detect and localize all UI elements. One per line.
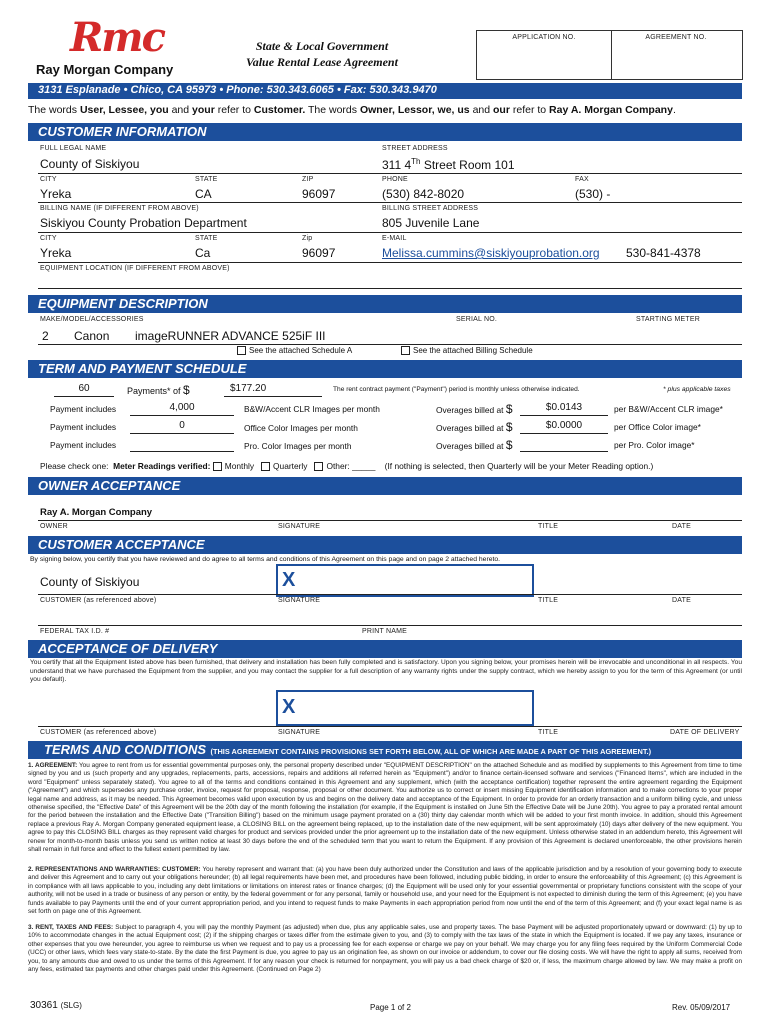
- terms-heading: TERMS AND CONDITIONS: [44, 742, 207, 757]
- federal-tax-label: FEDERAL TAX I.D. #: [40, 628, 110, 635]
- phone[interactable]: (530) 842-8020: [382, 187, 465, 201]
- customer-signature-label: SIGNATURE: [278, 597, 321, 604]
- pro-per: per Pro. Color image*: [614, 440, 695, 450]
- bw-overage[interactable]: $0.0143: [545, 402, 583, 413]
- equipment-qty[interactable]: 2: [42, 329, 49, 343]
- meter-options: Please check one: Meter Readings verified: Monthly Quarterly Other: _____ (If nothing is selected, then Quarterly will be your Meter Reading option.): [40, 461, 654, 471]
- bw-overage-label: Overages billed at $: [436, 402, 513, 416]
- delivery-customer-label: CUSTOMER (as referenced above): [40, 729, 157, 736]
- address-text: 3131 Esplanade • Chico, CA 95973 • Phone: 530.343.6065 • Fax: 530.343.9470: [38, 84, 437, 96]
- document-title: [232, 38, 412, 70]
- customer-date-label: DATE: [672, 597, 691, 604]
- payment-includes-2: Payment includes: [50, 422, 117, 432]
- fax[interactable]: (530) -: [575, 187, 611, 201]
- email[interactable]: Melissa.cummins@siskiyouprobation.org: [382, 246, 600, 260]
- office-overage-label: Overages billed at $: [436, 420, 513, 434]
- monthly-checkbox[interactable]: Monthly: [213, 461, 254, 471]
- delivery-title-label: TITLE: [538, 729, 559, 736]
- bw-images[interactable]: 4,000: [169, 402, 195, 413]
- equipment-location-label: EQUIPMENT LOCATION (IF DIFFERENT FROM ABOVE): [40, 265, 230, 272]
- customer-acceptance-heading: CUSTOMER ACCEPTANCE: [38, 537, 205, 552]
- full-legal-name-label: FULL LEGAL NAME: [40, 145, 107, 152]
- equipment-heading: EQUIPMENT DESCRIPTION: [38, 296, 208, 311]
- payment-includes-1: Payment includes: [50, 404, 117, 414]
- billing-zip-label: Zip: [302, 235, 313, 242]
- payment-amount[interactable]: $177.20: [230, 383, 267, 394]
- company-name: Ray Morgan Company: [36, 62, 174, 77]
- make-label: MAKE/MODEL/ACCESSORIES: [40, 316, 144, 323]
- customer-acceptance-text: By signing below, you certify that you have reviewed and do agree to all terms and conditions of this Agreement on this page and on page 2 attached hereto.: [30, 556, 501, 563]
- equipment-model[interactable]: imageRUNNER ADVANCE 525iF III: [135, 329, 326, 343]
- customer-name[interactable]: County of Siskiyou: [40, 575, 140, 589]
- quarterly-checkbox[interactable]: Quarterly: [261, 461, 307, 471]
- phone-label: PHONE: [382, 176, 408, 183]
- meter-label: STARTING METER: [636, 316, 700, 323]
- form-number: 30361 (SLG): [30, 1000, 82, 1011]
- office-label: Office Color Images per month: [244, 423, 358, 433]
- office-images[interactable]: 0: [179, 420, 185, 431]
- customer-info-heading: CUSTOMER INFORMATION: [38, 124, 207, 139]
- office-overage[interactable]: $0.0000: [545, 420, 583, 431]
- bw-per: per B&W/Accent CLR image*: [614, 404, 723, 414]
- payment-includes-3: Payment includes: [50, 440, 117, 450]
- street-address-label: STREET ADDRESS: [382, 145, 448, 152]
- billing-schedule-checkbox[interactable]: See the attached Billing Schedule: [401, 346, 533, 355]
- billing-street[interactable]: 805 Juvenile Lane: [382, 216, 480, 230]
- agreement-no-label: AGREEMENT NO.: [645, 34, 707, 41]
- customer-sign-x: X: [282, 569, 296, 591]
- billing-name[interactable]: Siskiyou County Probation Department: [40, 216, 247, 230]
- owner-title-label: TITLE: [538, 523, 559, 530]
- office-per: per Office Color image*: [614, 422, 701, 432]
- city-label: CITY: [40, 176, 57, 183]
- owner-heading: OWNER ACCEPTANCE: [38, 478, 181, 493]
- application-no-label: APPLICATION NO.: [512, 34, 576, 41]
- revision-date: Rev. 05/09/2017: [672, 1003, 731, 1012]
- application-no-box[interactable]: [476, 30, 612, 80]
- customer-title-label: TITLE: [538, 597, 559, 604]
- billing-zip[interactable]: 96097: [302, 246, 336, 260]
- address-bar: [28, 83, 742, 99]
- email-phone[interactable]: 530-841-4378: [626, 246, 701, 260]
- title-line-1: State & Local Government: [255, 39, 389, 53]
- zip[interactable]: 96097: [302, 187, 336, 201]
- email-label: E-MAIL: [382, 235, 407, 242]
- pro-overage-label: Overages billed at $: [436, 438, 513, 452]
- billing-state-label: STATE: [195, 235, 218, 242]
- city[interactable]: Yreka: [40, 187, 72, 201]
- schedule-a-checkbox[interactable]: See the attached Schedule A: [237, 346, 352, 355]
- state[interactable]: CA: [195, 187, 212, 201]
- delivery-text: You certify that all the Equipment listed above has been furnished, that delivery and installation has been fully completed and is satisfactory. Upon you signing below, your promises herein will be irrevocable and unconditional in all respects. You understand that we have purchased the Equipment from the supplier, and you may contact the supplier for a full description of any warranty rights under the supply contract, which we hereby assign to you for the term of this Agreement (or until you default).: [30, 659, 742, 684]
- terms-heading-note: (THIS AGREEMENT CONTAINS PROVISIONS SET FORTH BELOW, ALL OF WHICH ARE MADE A PART OF THIS AGREEMENT.): [210, 747, 652, 756]
- bw-label: B&W/Accent CLR Images per month: [244, 404, 380, 414]
- definitions-line: The words User, Lessee, you and your refer to Customer. The words Owner, Lessor, we, us and our refer to Ray A. Morgan Company.: [28, 104, 676, 116]
- equipment-make[interactable]: Canon: [74, 329, 110, 343]
- full-legal-name[interactable]: County of Siskiyou: [40, 157, 140, 171]
- delivery-heading: ACCEPTANCE OF DELIVERY: [38, 641, 218, 656]
- delivery-date-label: DATE OF DELIVERY: [670, 729, 740, 736]
- billing-name-label: BILLING NAME (IF DIFFERENT FROM ABOVE): [40, 205, 199, 212]
- payments-count[interactable]: 60: [78, 383, 90, 394]
- fax-label: FAX: [575, 176, 589, 183]
- owner-signature-label: SIGNATURE: [278, 523, 321, 530]
- owner-label: OWNER: [40, 523, 68, 530]
- terms-paragraph-3: 3. RENT, TAXES AND FEES: Subject to paragraph 4, you will pay the monthly Payment (as adjusted) when due, plus any applicable sales, use and property taxes. The base Payment will be adjusted proportionately upward or downward: (1) by up to 10% to accommodate changes in the actual Equipment cost; (2) if the shipping charges or taxes differ from the estimate given to you, and (3) to comply with the tax laws of the state in which the Equipment is located. If we pay any taxes, insurance or other expenses that you owe hereunder, you agree to reimburse us when we request and to pay us a processing fee for each expense or charge we pay on your behalf. We may charge you for any filing fees required by the Uniform Commercial Code (UCC) or other laws, which fees vary state-to-state. By the date the first Payment is due, you agree to pay us an origination fee, as shown on our invoice or addendum, to cover our file closing costs. We will have the right to apply all sums, received from you, to any amounts due and owed to us under the terms of this Agreement. If for any reason your check is returned for nonpayment, you will pay us a bad check charge of $20 or, if less, the maximum charge allowed by law. We may make a profit on any fees, estimated tax payments and other charges paid under this Agreement. (Continued on Page 2): [28, 924, 743, 974]
- delivery-signature-label: SIGNATURE: [278, 729, 321, 736]
- billing-street-label: BILLING STREET ADDRESS: [382, 205, 479, 212]
- terms-heading-row: [44, 741, 651, 761]
- company-logo: [36, 14, 196, 80]
- owner-name: Ray A. Morgan Company: [40, 507, 153, 518]
- agreement-no-box[interactable]: [610, 30, 743, 80]
- billing-state[interactable]: Ca: [195, 246, 211, 260]
- taxes-note: * plus applicable taxes: [663, 386, 731, 393]
- page-number: Page 1 of 2: [370, 1003, 411, 1012]
- customer-label: CUSTOMER (as referenced above): [40, 597, 157, 604]
- customer-signature-box[interactable]: [276, 564, 534, 597]
- billing-city-label: CITY: [40, 235, 57, 242]
- terms-paragraph-1: 1. AGREEMENT: You agree to rent from us for essential governmental purposes only, the personal property described under "EQUIPMENT DESCRIPTION" on the attached Schedule and as modified by supplements to this Agreement from time to time signed by you and us (such property and any upgrades, replacements, parts, accessions, repairs and additions all referred herein as "Equipment") and/or to finance certain-licensed software and services ("Financed Items", which are included in the word "Equipment" unless separately stated). You agree to all of the terms and conditions contained in this Agreement and any supplement, which (with the acceptance certification) together represent the entire agreement regarding the Equipment ("Agreement") and which supersedes any purchase order, invoice, request for proposal, response, proposal or other document. You authorize us to correct or insert missing Equipment identification information and to make corrections to your proper legal name and address, as it may be needed. This Agreement becomes valid upon execution by us and begins on the delivery date and acceptance of the Equipment. In order to provide for an orderly transaction and a uniform billing cycle, and unless otherwise specified, the "Effective Date" of this Agreement will be the 20th day of the month following the installation (for example, if the Equipment is installed on June 5th the Effective Date will be June 20th). You agree to pay a prorated rental amount for the period between the installation and the Effective Date ("Transition Billing") based on the minimum usage payment prorated on a (30) thirty day calendar month which will be added to your first month invoice. In addition, should this Agreement replace a previous Ray A. Morgan Company generated equipment lease, a CLOSING BILL on the agreement being replaced, up to the installation date of the new equipment, will be sent approximately (10) days after delivery of the new equipment. You agree to pay this CLOSING BILL charges as they represent valid charges for product and services provided under the prior agreement up to the installation date of the new equipment. Unless otherwise stated in an addendum hereto, this Agreement will renew for month-to-month basis unless you send us written notice at least 30 days before the end of the scheduled term that you want to return the Equipment. If any provision of this Agreement is declared unenforceable, the other provisions herein shall remain in full force and effect to the fullest extent permitted by law.: [28, 762, 742, 854]
- terms-paragraph-2: 2. REPRESENTATIONS AND WARRANTIES: CUSTOMER: You hereby represent and warrant that: (a) you have been duly authorized under the Constitution and laws of the applicable jurisdiction and by a resolution of your governing body to execute and deliver this Agreement and to carry out your obligations hereunder; (b) all legal requirements have been met, and procedures have been followed, including public bidding, in order to ensure the enforceability of this Agreement; (c) this Agreement is in compliance with all laws applicable to you, including any debt limitations or limitations on interest rates or finance charges; (d) the Equipment will be used only for your essential governmental or proprietary functions consistent with the scope of your authority, will not be used in a trade or business of any person or entity, by the federal government or for any personal, family or household use, and your need for the Equipment is not expected to diminish during the term of this Agreement; (e) you have funds available to pay Payments until the end of your current appropriation period, and you intend to request funds to make Payments in each appropriation period from now until the end of the term of this Agreement; and (f) your exact legal name is as set forth on page one of this Agreement.: [28, 866, 742, 916]
- pro-label: Pro. Color Images per month: [244, 441, 352, 451]
- zip-label: ZIP: [302, 176, 314, 183]
- print-name-label: PRINT NAME: [362, 628, 408, 635]
- term-heading: TERM AND PAYMENT SCHEDULE: [38, 361, 247, 376]
- logo-script: Rmc: [70, 14, 164, 61]
- title-line-2: Value Rental Lease Agreement: [246, 55, 398, 69]
- serial-label: SERIAL NO.: [456, 316, 498, 323]
- billing-city[interactable]: Yreka: [40, 246, 72, 260]
- state-label: STATE: [195, 176, 218, 183]
- owner-date-label: DATE: [672, 523, 691, 530]
- delivery-sign-x: X: [282, 696, 296, 718]
- delivery-signature-box[interactable]: [276, 690, 534, 726]
- street-address[interactable]: 311 4Th Street Room 101: [382, 157, 515, 172]
- rent-note: The rent contract payment ("Payment") period is monthly unless otherwise indicated.: [333, 386, 580, 393]
- other-checkbox[interactable]: Other: _____: [314, 461, 375, 471]
- payments-label: Payments* of $: [127, 383, 190, 397]
